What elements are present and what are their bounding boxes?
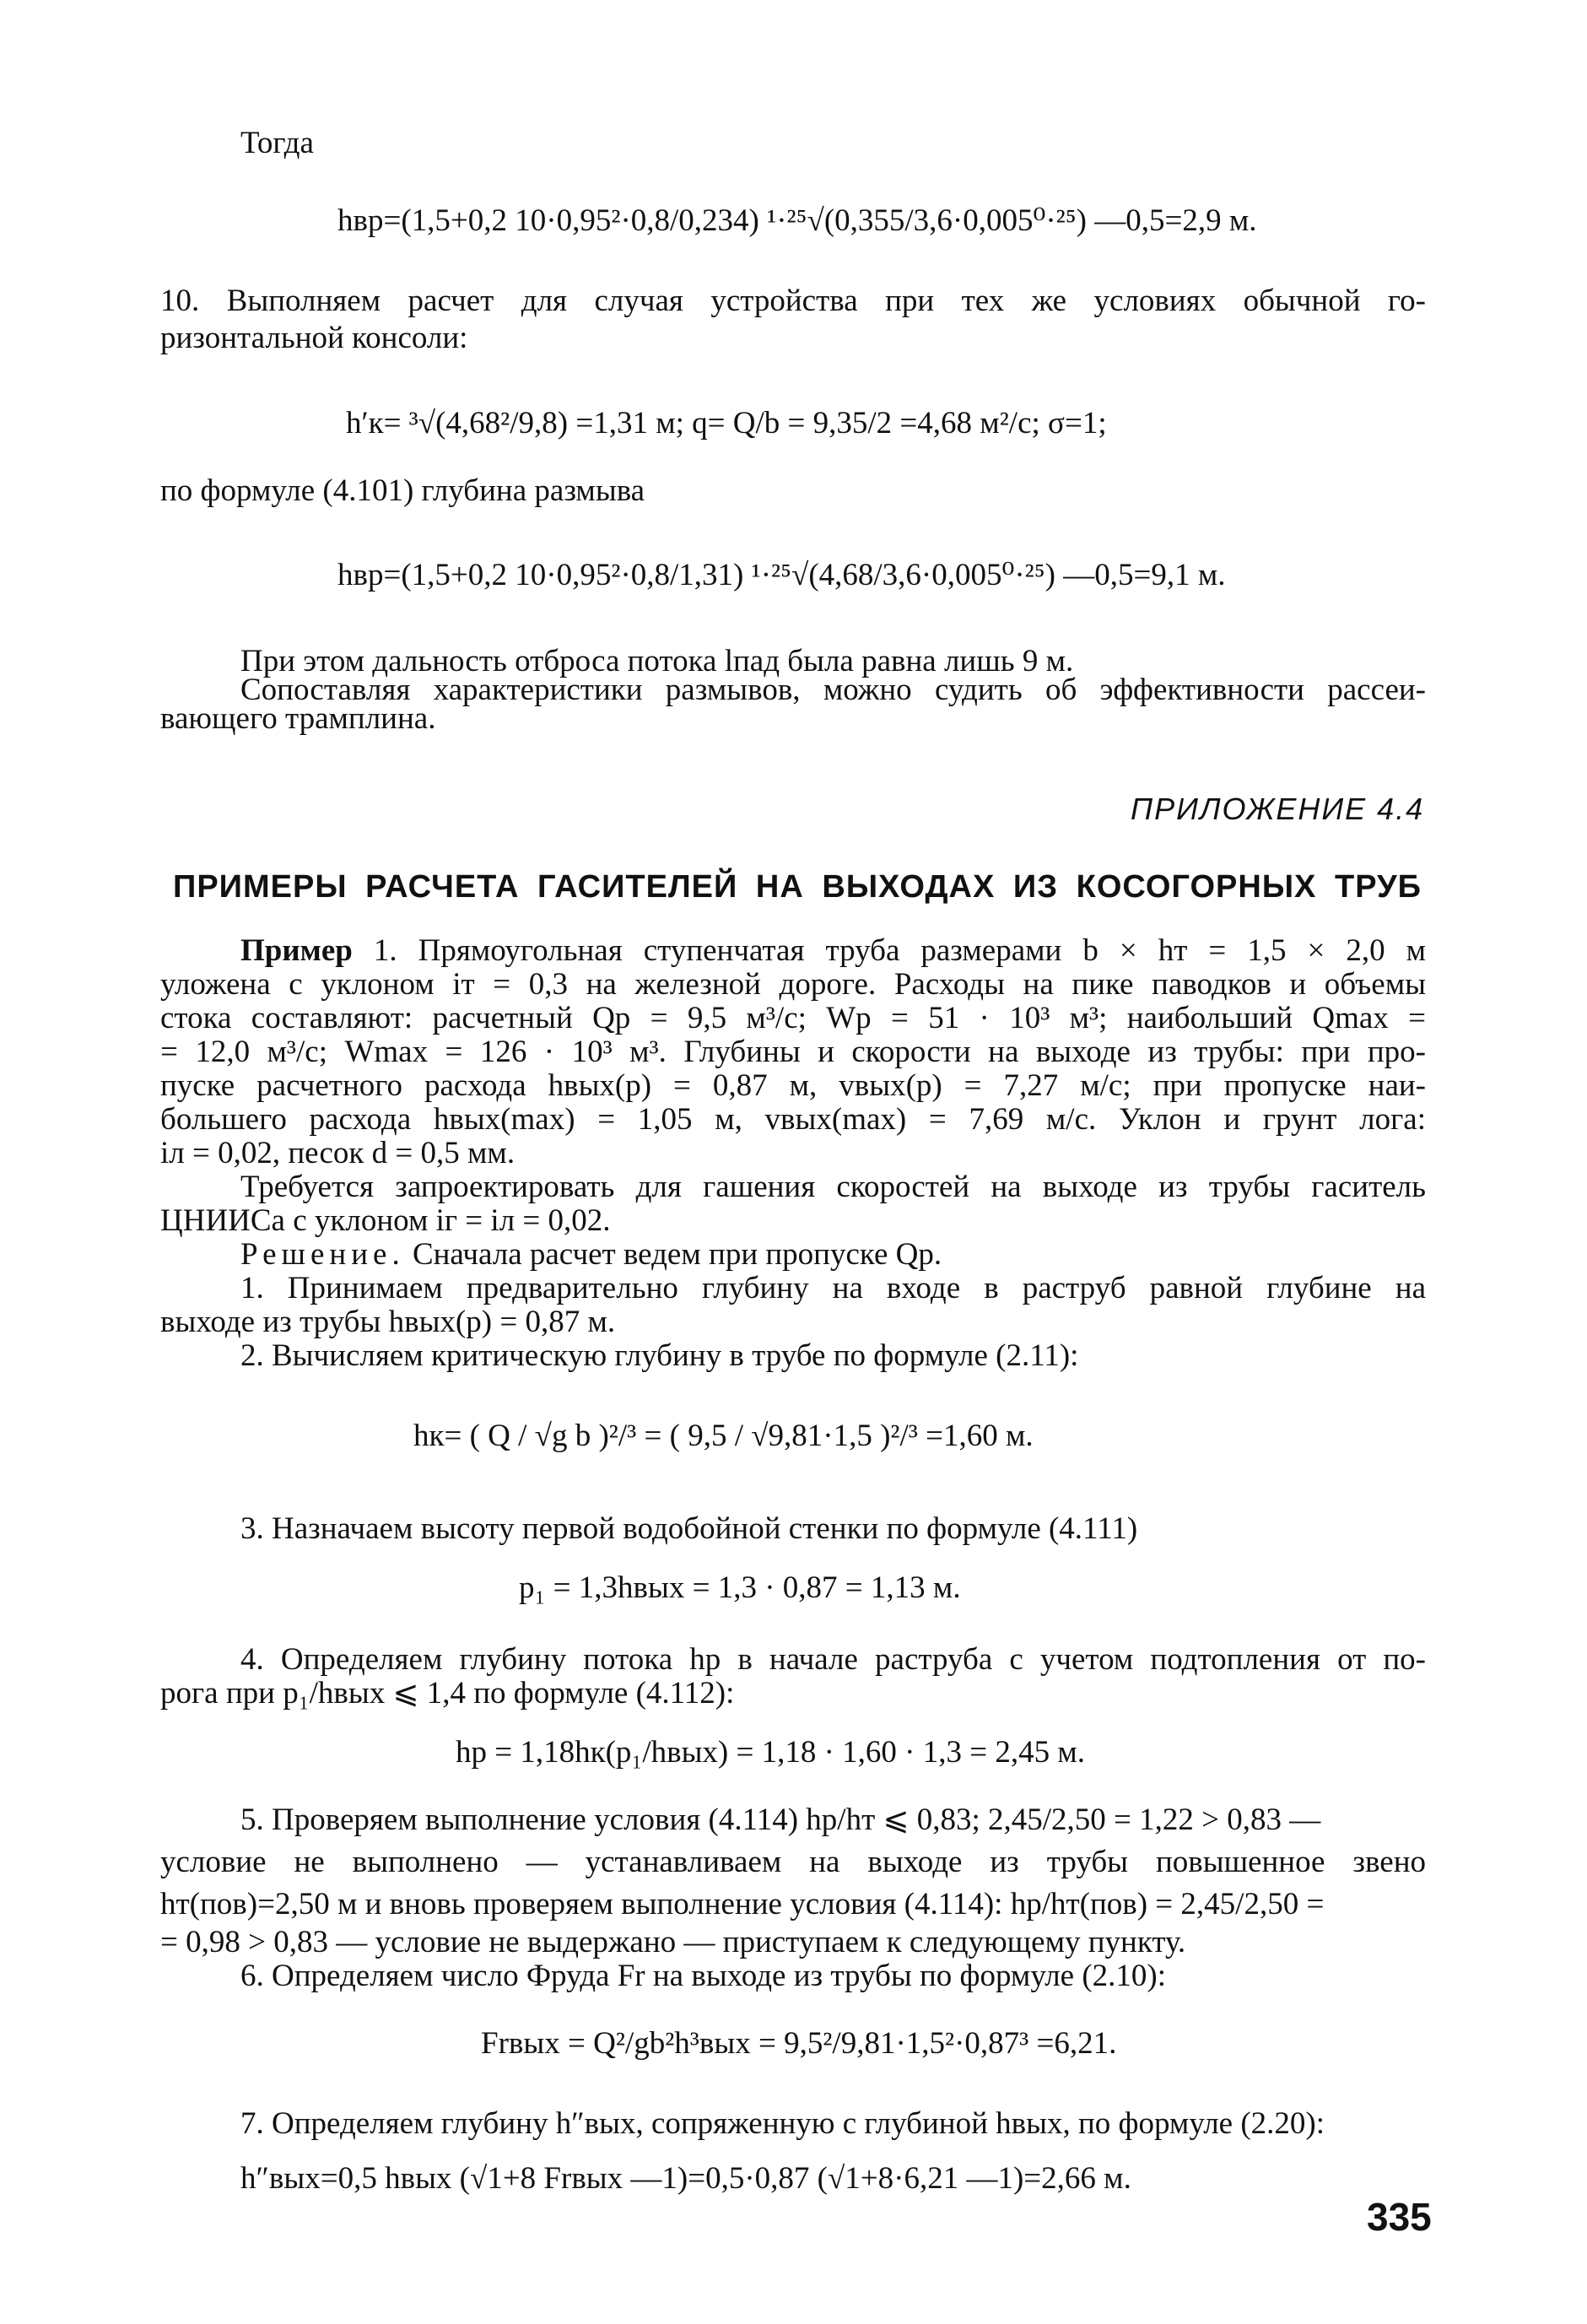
solution-line xyxy=(240,1236,942,1273)
example-line-2: уложена с уклоном iт = 0,3 на железной дороге. Расходы на пике паводков и объемы xyxy=(160,967,1426,1002)
requirement-line-1: Требуется запроектировать для гашения скоростей на выходе из трубы гаситель xyxy=(240,1170,1426,1204)
step-5-line-2: условие не выполнено — устанавливаем на выходе из трубы повышенное звено xyxy=(160,1845,1426,1879)
example-line-3: стока составляют: расчетный Qр = 9,5 м³/с; Wр = 51 · 10³ м³; наибольший Qmax = xyxy=(160,1001,1426,1035)
formula-critical-depth-console: h′к= ³√(4,68²/9,8) =1,31 м; q= Q/b = 9,35/2 =4,68 м²/с; σ=1; xyxy=(346,406,1107,440)
example-line-5: пуске расчетного расхода hвых(р) = 0,87 м, vвых(р) = 7,27 м/с; при пропуске наи- xyxy=(160,1068,1426,1103)
appendix-label: ПРИЛОЖЕНИЕ 4.4 xyxy=(1131,792,1425,826)
formula-critical-depth: hк= ( Q / √g b )²/³ = ( 9,5 / √9,81·1,5 )²/³ =1,60 м. xyxy=(413,1419,1034,1453)
example-line-6: большего расхода hвых(max) = 1,05 м, vвых(max) = 7,69 м/с. Уклон и грунт лога: xyxy=(160,1102,1426,1137)
step-1-line-1: 1. Принимаем предварительно глубину на входе в раструб равной глубине на xyxy=(240,1271,1426,1305)
step-7: 7. Определяем глубину h″вых, сопряженную с глубиной hвых, по формуле (2.20): xyxy=(240,2106,1325,2141)
formula-scour-depth-1: hвр=(1,5+0,2 10·0,95²·0,8/0,234) ¹·²⁵√(0,355/3,6·0,005⁰·²⁵) —0,5=2,9 м. xyxy=(337,203,1257,238)
paragraph-10-line-1: 10. Выполняем расчет для случая устройства при тех же условиях обычной го- xyxy=(160,284,1426,318)
solution-text: Сначала расчет ведем при пропуске Qр. xyxy=(404,1237,942,1272)
paragraph-throw-distance: При этом дальность отброса потока lпад была равна лишь 9 м. xyxy=(240,644,1074,678)
example-text: 1. Прямоугольная ступенчатая труба размерами b × hт = 1,5 × 2,0 м xyxy=(352,933,1426,968)
page-number: 335 xyxy=(1367,2195,1432,2239)
paragraph-comparison-line-2: вающего трамплина. xyxy=(160,701,436,736)
step-5-line-4: = 0,98 > 0,83 — условие не выдержано — приступаем к следующему пункту. xyxy=(160,1925,1186,1959)
paragraph-10-line-2: ризонтальной консоли: xyxy=(160,321,468,355)
formula-conjugate-depth: h″вых=0,5 hвых (√1+8 Frвых —1)=0,5·0,87 (√1+8·6,21 —1)=2,66 м. xyxy=(240,2161,1131,2196)
solution-label: Решение. xyxy=(240,1237,405,1272)
step-2: 2. Вычисляем критическую глубину в трубе по формуле (2.11): xyxy=(240,1338,1079,1373)
formula-froude-number: Frвых = Q²/gb²h³вых = 9,5²/9,81·1,5²·0,87³ =6,21. xyxy=(481,2026,1117,2061)
step-6: 6. Определяем число Фруда Fr на выходе из трубы по формуле (2.10): xyxy=(240,1959,1167,1993)
step-1-line-2: выходе из трубы hвых(р) = 0,87 м. xyxy=(160,1305,616,1339)
section-heading: ПРИМЕРЫ РАСЧЕТА ГАСИТЕЛЕЙ НА ВЫХОДАХ ИЗ КОСОГОРНЫХ ТРУБ xyxy=(173,869,1422,905)
step-3: 3. Назначаем высоту первой водобойной стенки по формуле (4.111) xyxy=(240,1511,1138,1546)
paragraph-comparison-line-1: Сопоставляя характеристики размывов, можно судить об эффективности рассеи- xyxy=(240,673,1426,707)
example-label: Пример xyxy=(240,933,353,968)
step-5-line-1: 5. Проверяем выполнение условия (4.114) hр/hт ⩽ 0,83; 2,45/2,50 = 1,22 > 0,83 — xyxy=(240,1802,1321,1837)
formula-flow-depth: hр = 1,18hк(p₁/hвых) = 1,18 · 1,60 · 1,3 = 2,45 м. xyxy=(456,1735,1086,1770)
requirement-line-2: ЦНИИСа с уклоном iг = iл = 0,02. xyxy=(160,1203,611,1238)
text-line: Тогда xyxy=(240,126,314,160)
step-4-line-1: 4. Определяем глубину потока hр в начале раструба с учетом подтопления от по- xyxy=(240,1642,1426,1677)
formula-wall-height: p₁ = 1,3hвых = 1,3 · 0,87 = 1,13 м. xyxy=(519,1570,961,1605)
example-line-4: = 12,0 м³/с; Wmax = 126 · 10³ м³. Глубины и скорости на выходе из трубы: при про- xyxy=(160,1035,1426,1069)
example-line-1 xyxy=(240,932,1426,970)
formula-scour-depth-2: hвр=(1,5+0,2 10·0,95²·0,8/1,31) ¹·²⁵√(4,68/3,6·0,005⁰·²⁵) —0,5=9,1 м. xyxy=(337,558,1226,592)
example-line-7: iл = 0,02, песок d = 0,5 мм. xyxy=(160,1136,516,1170)
step-5-line-3: hт(пов)=2,50 м и вновь проверяем выполнение условия (4.114): hр/hт(пов) = 2,45/2,50 = xyxy=(160,1887,1325,1921)
step-4-line-2: рога при p₁/hвых ⩽ 1,4 по формуле (4.112): xyxy=(160,1676,735,1711)
paragraph-formula-ref: по формуле (4.101) глубина размыва xyxy=(160,473,645,508)
